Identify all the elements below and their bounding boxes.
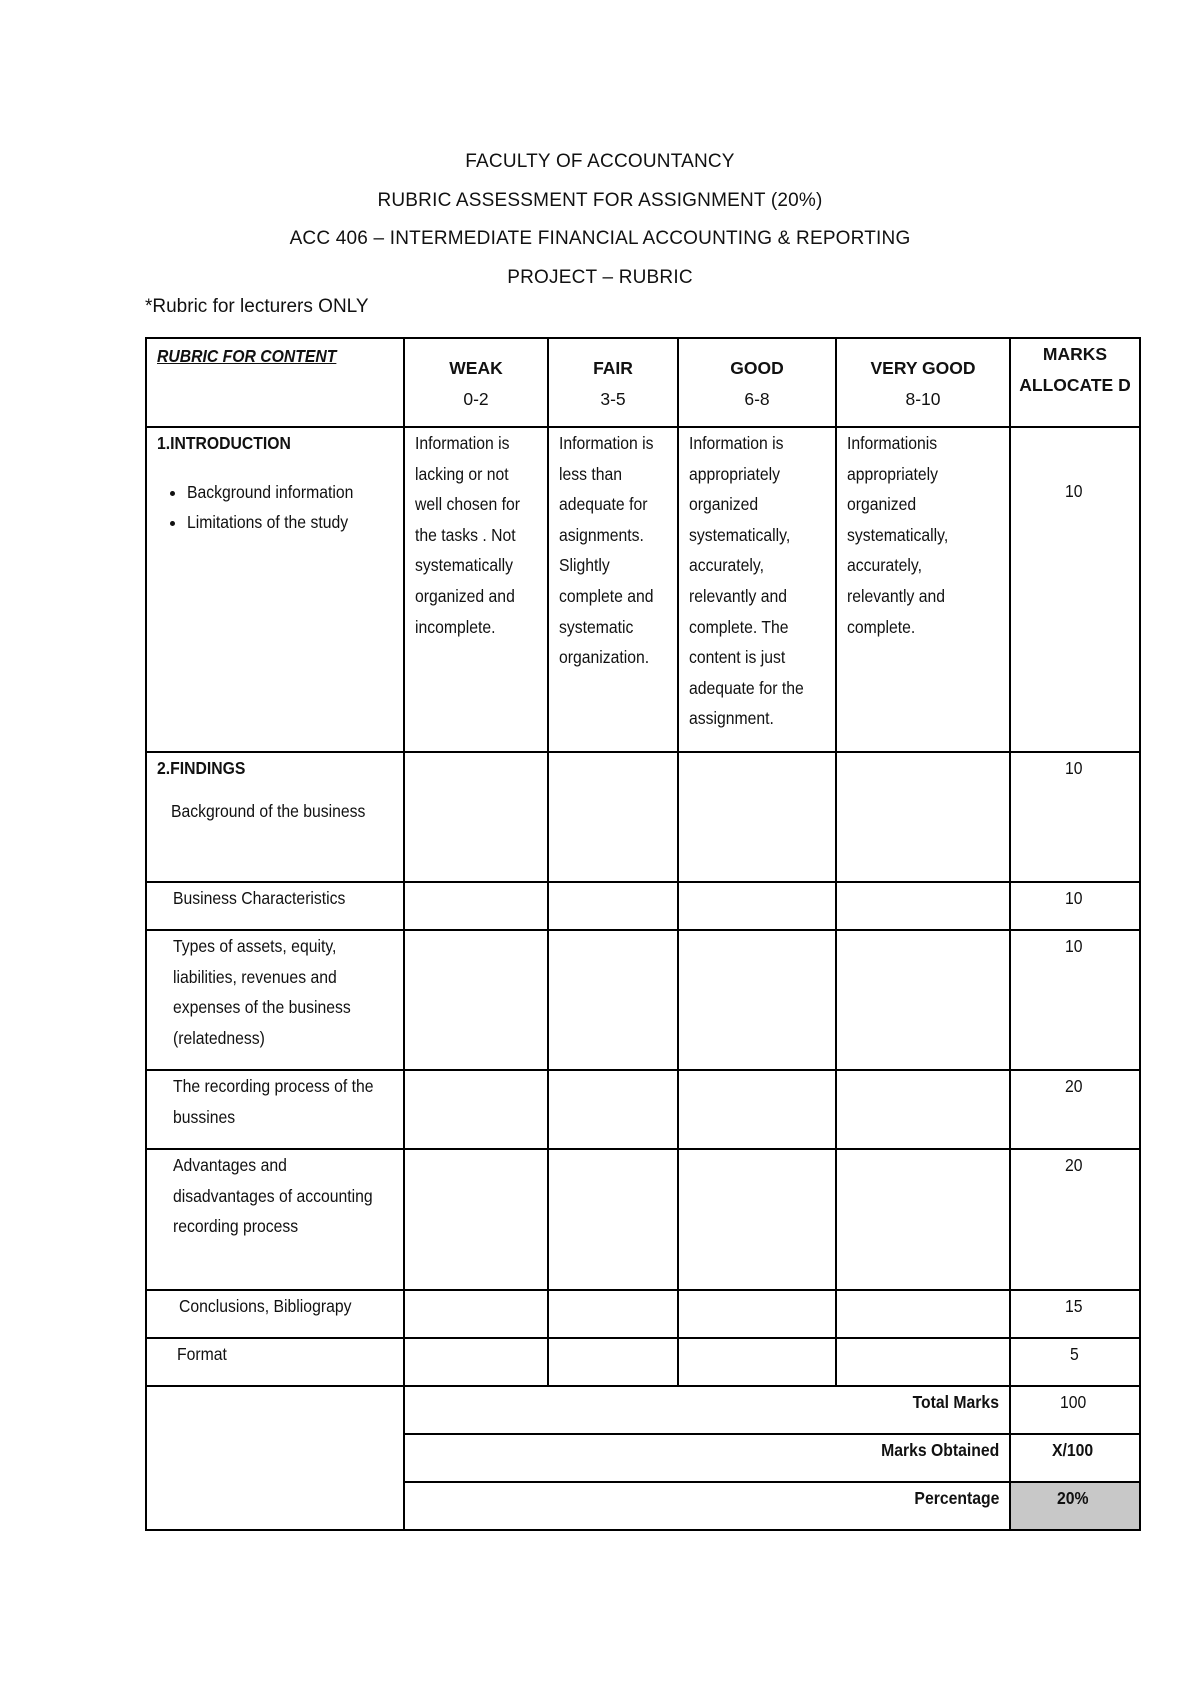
score-cell[interactable] <box>836 882 1010 930</box>
findings-row-types <box>146 930 1140 1070</box>
score-cell[interactable] <box>548 1338 678 1386</box>
level-name: GOOD <box>730 358 784 378</box>
score-cell[interactable] <box>836 1070 1010 1149</box>
list-item <box>187 477 403 508</box>
findings-item-label <box>146 1070 404 1149</box>
faculty-title: FACULTY OF ACCOUNTANCY <box>465 151 735 172</box>
content-header-cell <box>146 338 404 427</box>
findings-row-conclusions <box>146 1290 1140 1338</box>
score-cell[interactable] <box>678 1338 836 1386</box>
descriptor-text: Information is less than adequate for asignments. Slightly complete and systematic organization. <box>559 433 654 668</box>
item-text: Types of assets, equity, liabilities, revenues and expenses of the business (relatedness) <box>173 936 351 1048</box>
percentage-label <box>404 1482 1010 1530</box>
introduction-bullets <box>157 477 403 538</box>
total-marks-label <box>404 1386 1010 1434</box>
level-range: 6-8 <box>744 388 770 409</box>
score-cell[interactable] <box>404 1149 548 1290</box>
level-name: FAIR <box>593 358 633 378</box>
score-cell[interactable] <box>548 1290 678 1338</box>
section-title: 2.FINDINGS <box>157 758 246 778</box>
project-title: PROJECT – RUBRIC <box>507 266 693 288</box>
marks-header-label: MARKS ALLOCATE D <box>1019 344 1131 395</box>
level-name: WEAK <box>449 358 503 378</box>
item-text: Business Characteristics <box>173 888 346 908</box>
bullet-text: Limitations of the study <box>187 512 349 533</box>
findings-marks <box>1010 1338 1140 1386</box>
value-text: 100 <box>1060 1392 1087 1412</box>
score-cell[interactable] <box>548 752 678 882</box>
marks-allocated-header <box>1010 338 1140 427</box>
label-text: Total Marks <box>912 1392 999 1412</box>
item-text: Background of the business <box>171 800 366 821</box>
level-name: VERY GOOD <box>870 358 976 378</box>
marks-obtained-label <box>404 1434 1010 1482</box>
score-cell[interactable] <box>678 930 836 1070</box>
score-cell[interactable] <box>678 882 836 930</box>
descriptor-text: Informationis appropriately organized systematically, accurately, relevantly and complete. <box>847 433 949 637</box>
findings-row-background <box>146 752 1140 882</box>
score-cell[interactable] <box>404 1070 548 1149</box>
marks-value: 20 <box>1065 1076 1083 1096</box>
descriptor-text: Information is appropriately organized systematically, accurately, relevantly and complete. The content is just adequate for the assignment. <box>689 433 804 729</box>
findings-item-label <box>146 1338 404 1386</box>
findings-marks <box>1010 930 1140 1070</box>
score-cell[interactable] <box>548 882 678 930</box>
header-row <box>146 338 1140 427</box>
rubric-table <box>145 337 1141 1531</box>
marks-value: 15 <box>1065 1296 1083 1316</box>
introduction-fair-descriptor <box>548 427 678 752</box>
findings-row-characteristics <box>146 882 1140 930</box>
marks-value: 10 <box>1065 481 1083 501</box>
score-cell[interactable] <box>548 1070 678 1149</box>
introduction-marks <box>1010 427 1140 752</box>
score-cell[interactable] <box>404 752 548 882</box>
score-cell[interactable] <box>678 1149 836 1290</box>
introduction-good-descriptor <box>678 427 836 752</box>
findings-marks <box>1010 882 1140 930</box>
level-weak-header <box>404 338 548 427</box>
level-range: 0-2 <box>463 388 489 409</box>
percentage-value <box>1010 1482 1140 1530</box>
section-title: 1.INTRODUCTION <box>157 433 291 453</box>
marks-obtained-value[interactable] <box>1010 1434 1140 1482</box>
level-range: 3-5 <box>600 388 626 409</box>
findings-item-label <box>157 784 403 827</box>
value-text: 20% <box>1057 1488 1090 1508</box>
lecturer-note: *Rubric for lecturers ONLY <box>145 296 369 317</box>
score-cell[interactable] <box>836 1290 1010 1338</box>
marks-value: 10 <box>1065 888 1083 908</box>
findings-row-recording <box>146 1070 1140 1149</box>
score-cell[interactable] <box>836 930 1010 1070</box>
item-text: The recording process of the bussines <box>173 1076 374 1127</box>
findings-row-advantages <box>146 1149 1140 1290</box>
assessment-title: RUBRIC ASSESSMENT FOR ASSIGNMENT (20%) <box>377 189 823 211</box>
findings-item-label <box>146 1290 404 1338</box>
totals-blank-cell <box>146 1386 404 1530</box>
label-text: Percentage <box>914 1488 999 1508</box>
findings-criteria-cell <box>146 752 404 882</box>
findings-marks <box>1010 1070 1140 1149</box>
total-marks-row <box>146 1386 1140 1434</box>
level-range: 8-10 <box>905 388 941 409</box>
findings-item-label <box>146 1149 404 1290</box>
introduction-row <box>146 427 1140 752</box>
score-cell[interactable] <box>836 1338 1010 1386</box>
level-good-header <box>678 338 836 427</box>
content-label: RUBRIC FOR CONTENT <box>157 346 337 366</box>
findings-marks <box>1010 1149 1140 1290</box>
list-item <box>187 507 403 538</box>
findings-marks <box>1010 1290 1140 1338</box>
item-text: Format <box>177 1344 227 1364</box>
score-cell[interactable] <box>836 752 1010 882</box>
level-very-good-header <box>836 338 1010 427</box>
marks-value: 10 <box>1065 936 1083 956</box>
introduction-weak-descriptor <box>404 427 548 752</box>
findings-marks <box>1010 752 1140 882</box>
score-cell[interactable] <box>404 1338 548 1386</box>
score-cell[interactable] <box>404 1290 548 1338</box>
score-cell[interactable] <box>548 1149 678 1290</box>
score-cell[interactable] <box>404 882 548 930</box>
score-cell[interactable] <box>548 930 678 1070</box>
item-text: Advantages and disadvantages of accounting recording process <box>173 1155 373 1237</box>
level-fair-header <box>548 338 678 427</box>
score-cell[interactable] <box>678 752 836 882</box>
score-cell[interactable] <box>836 1149 1010 1290</box>
bullet-text: Background information <box>187 481 354 502</box>
value-text: X/100 <box>1052 1440 1094 1460</box>
score-cell[interactable] <box>678 1070 836 1149</box>
marks-value: 20 <box>1065 1155 1083 1175</box>
findings-item-label <box>146 930 404 1070</box>
total-marks-value <box>1010 1386 1140 1434</box>
document-header <box>0 143 1200 297</box>
item-text: Conclusions, Bibliograpy <box>179 1296 352 1316</box>
findings-item-label <box>146 882 404 930</box>
introduction-very-good-descriptor <box>836 427 1010 752</box>
findings-row-format <box>146 1338 1140 1386</box>
marks-value: 10 <box>1065 758 1083 778</box>
score-cell[interactable] <box>404 930 548 1070</box>
course-title: ACC 406 – INTERMEDIATE FINANCIAL ACCOUNTING & REPORTING <box>289 228 911 249</box>
marks-value: 5 <box>1070 1344 1079 1364</box>
descriptor-text: Information is lacking or not well chosen for the tasks . Not systematically organized and incomplete. <box>415 433 521 637</box>
label-text: Marks Obtained <box>880 1440 999 1460</box>
introduction-criteria-cell <box>146 427 404 752</box>
score-cell[interactable] <box>678 1290 836 1338</box>
